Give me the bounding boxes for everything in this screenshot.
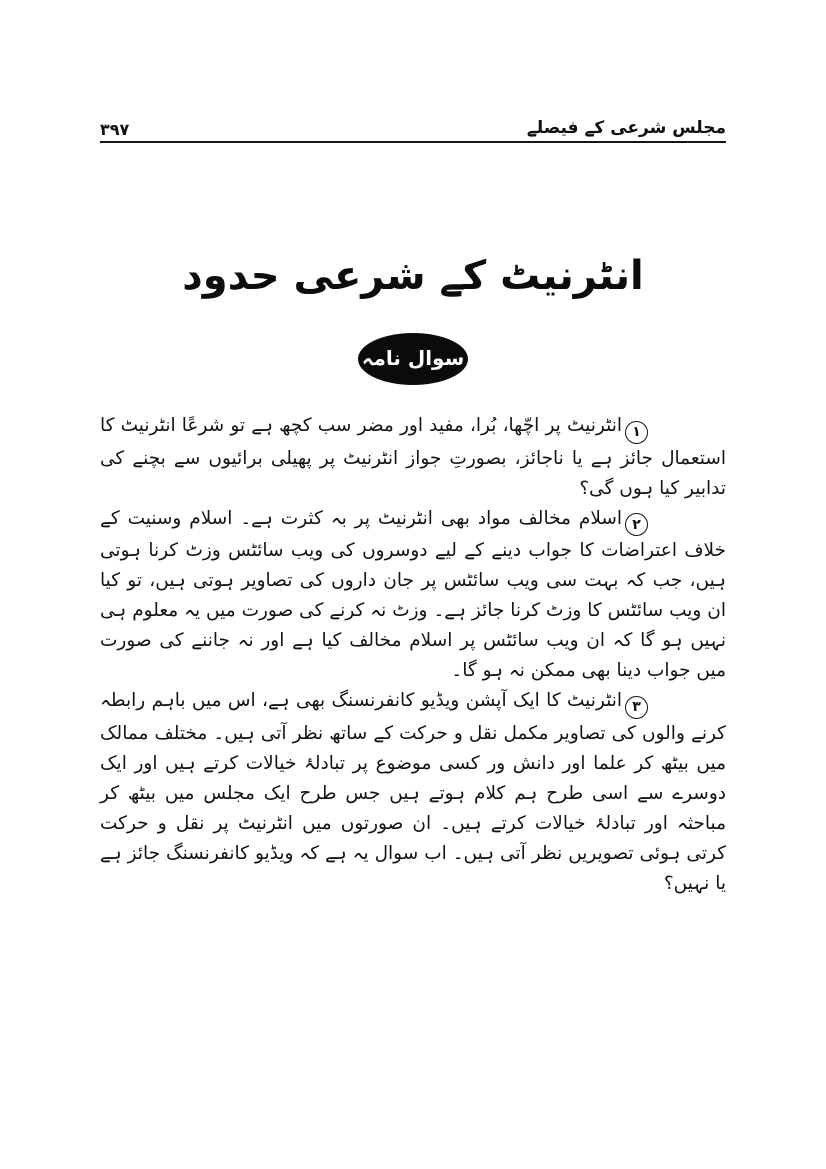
questions-list [100, 411, 726, 899]
question-number-circle: ۳ [625, 696, 648, 719]
question-text: اسلام مخالف مواد بھی انٹرنیٹ پر بہ کثرت ہے۔ اسلام وسنیت کے خلاف اعتراضات کا جواب دینے کے لیے دوسروں کی ویب سائٹس وزٹ کرنا ہوتی ہیں، جب کہ بہت سی ویب سائٹس پر جان داروں کی تصاویر ہوتی ہیں، تو کیا ان ویب سائٹس کا وزٹ کرنا جائز ہے۔ وزٹ نہ کرنے کی صورت میں یہ معلوم ہی نہیں ہو گا کہ ان ویب سائٹس پر اسلام مخالف کیا ہے اور نہ جاننے کی صورت میں جواب دینا بھی ممکن نہ ہو گا۔ [100, 507, 726, 682]
question-text: انٹرنیٹ پر اچّھا، بُرا، مفید اور مضر سب کچھ ہے تو شرعًا انٹرنیٹ کا استعمال جائز ہے یا ناجائز، بصورتِ جواز انٹرنیٹ پر پھیلی برائیوں سے بچنے کی تدابیر کیا ہوں گی؟ [100, 415, 726, 499]
page-header [100, 118, 726, 143]
questionnaire-badge [358, 333, 468, 385]
question-text: انٹرنیٹ کا ایک آپشن ویڈیو کانفرنسنگ بھی ہے، اس میں باہم رابطہ کرنے والوں کی تصاویر مکمل نقل و حرکت کے ساتھ نظر آتی ہیں۔ مختلف ممالک میں بیٹھ کر علما اور دانش ور کسی موضوع پر تبادلۂ خیالات کرتے ہیں اور ایک دوسرے سے اسی طرح ہم کلام ہوتے ہیں جس طرح ایک مجلس میں بیٹھ کر مباحثہ اور تبادلۂ خیالات کرتے ہیں۔ ان صورتوں میں انٹرنیٹ پر نقل و حرکت کرتی ہوئی تصویریں نظر آتی ہیں۔ اب سوال یہ ہے کہ ویڈیو کانفرنسنگ جائز ہے یا نہیں؟ [100, 690, 726, 894]
question-item-3 [100, 686, 726, 899]
page-number: ۳۹۷ [100, 120, 130, 140]
article-title: انٹرنیٹ کے شرعی حدود [182, 253, 644, 300]
badge-label: سوال نامہ [361, 346, 465, 371]
book-title: مجلس شرعی کے فیصلے [526, 118, 726, 138]
question-item-2 [100, 504, 726, 687]
question-number-circle: ۲ [625, 513, 648, 536]
question-number-circle: ۱ [625, 421, 648, 444]
question-item-1 [100, 411, 726, 504]
